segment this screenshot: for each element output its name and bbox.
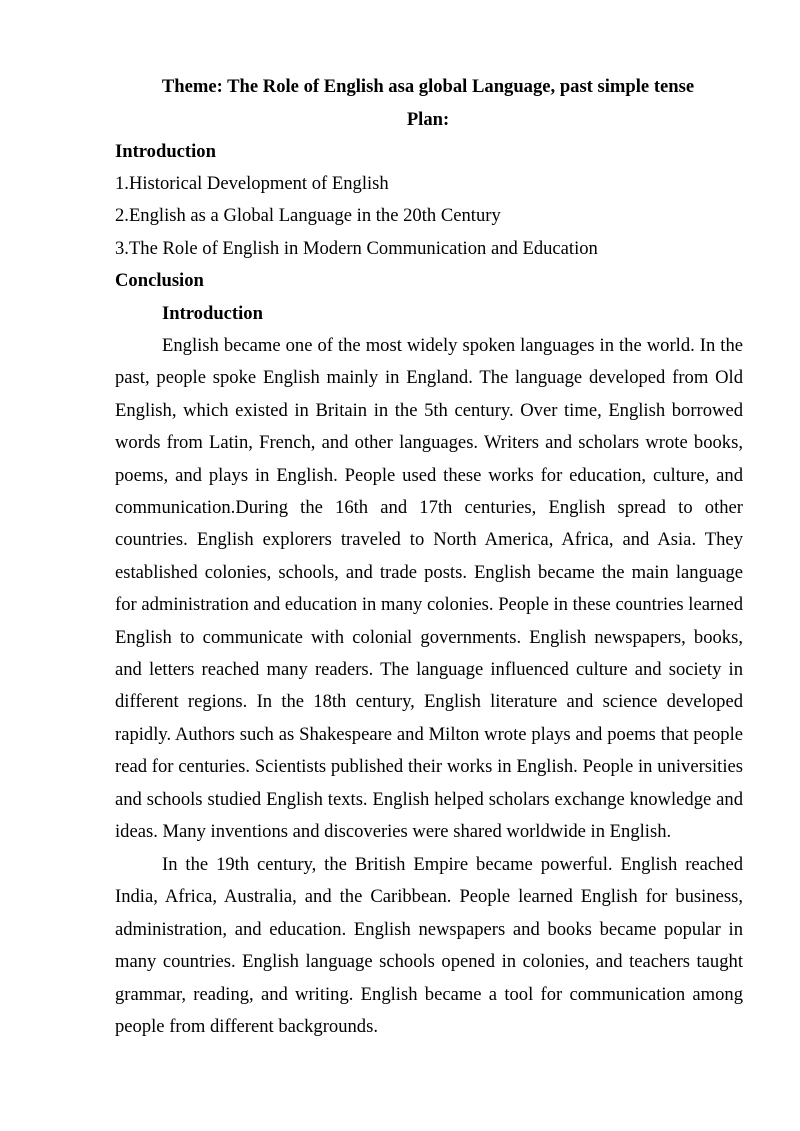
document-title: Theme: The Role of English asa global Language, past simple tense (161, 76, 695, 97)
plan-item-1: 1.Historical Development of English (115, 173, 389, 194)
plan-conclusion: Conclusion (115, 270, 204, 291)
plan-item-2: 2.English as a Global Language in the 20th Century (115, 205, 501, 226)
plan-introduction: Introduction (115, 141, 216, 162)
body-paragraph: English became one of the most widely spoken languages in the world. In the past, people spoke English mainly in England. The language developed from Old English, which existed in Britain in the 5th century. Over time, English borrowed words from Latin, French, and other languages. Writers and scholars wrote books, poems, and plays in English. People used these works for education, culture, and communication.During the 16th and 17th centuries, English spread to other countries. English explorers traveled to North America, Africa, and Asia. They established colonies, schools, and trade posts. English became the main language for administration and education in many colonies. People in these countries learned English to communicate with colonial governments. English newspapers, books, and letters reached many readers. The language influenced culture and society in different regions. In the 18th century, English literature and science developed rapidly. Authors such as Shakespeare and Milton wrote plays and poems that people read for centuries. Scientists published their works in English. People in universities and schools studied English texts. English helped scholars exchange knowledge and ideas. Many inventions and discoveries were shared worldwide in English. (115, 335, 743, 843)
plan-heading: Plan: (406, 109, 450, 130)
section-heading: Introduction (162, 303, 263, 324)
body-paragraph: In the 19th century, the British Empire became powerful. English reached India, Africa, Australia, and the Caribbean. People learned English for business, administration, and education. English newspapers and books became popular in many countries. English language schools opened in colonies, and teachers taught grammar, reading, and writing. English became a tool for communication among people from different backgrounds. (115, 854, 743, 1038)
plan-item-3: 3.The Role of English in Modern Communication and Education (115, 238, 598, 259)
